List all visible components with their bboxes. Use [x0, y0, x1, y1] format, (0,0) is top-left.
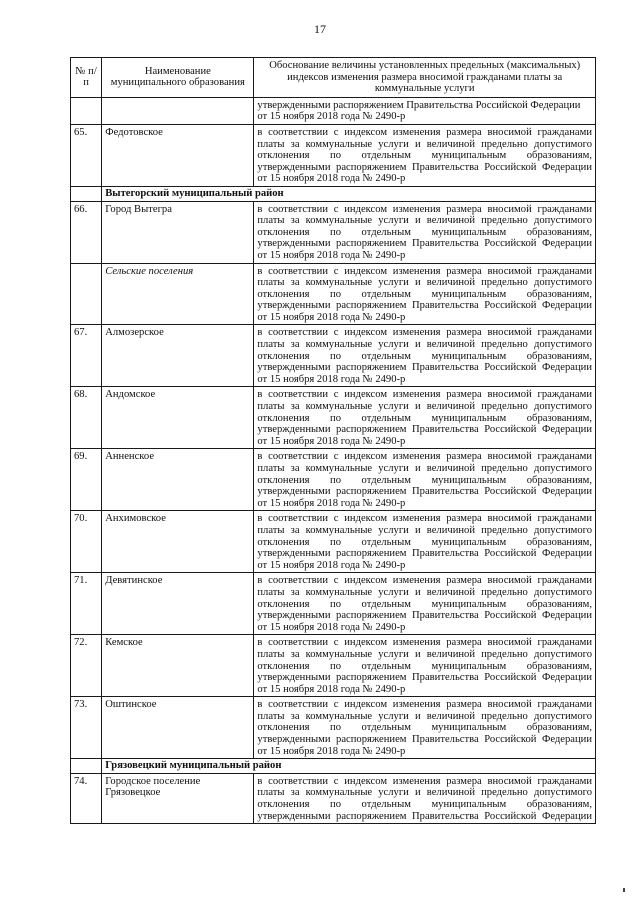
row-justification	[254, 387, 596, 449]
justification-line: платы за коммунальные услуги и величиной предельно допустимого	[257, 277, 592, 289]
justification-line: от 15 ноября 2018 года № 2490-р	[257, 497, 406, 509]
table-section-row	[71, 759, 596, 774]
justification-line: утвержденными распоряжением Правительства Российской Федерации	[257, 672, 592, 684]
justification-line: утвержденными распоряжением Правительства Российской Федерации	[257, 161, 592, 173]
justification-line: в соответствии с индексом изменения размера вносимой гражданами	[257, 389, 592, 401]
row-justification	[254, 773, 596, 823]
row-justification	[254, 697, 596, 759]
justification-line: от 15 ноября 2018 года № 2490-р	[257, 621, 406, 633]
justification-line: отклонения по отдельным муниципальным образованиям,	[257, 288, 592, 300]
table-row	[71, 697, 596, 759]
header-municipality: Наименование муниципального образования	[102, 58, 254, 98]
row-number	[71, 97, 102, 124]
table-row	[71, 325, 596, 387]
row-municipality: Анхимовское	[102, 511, 254, 573]
justification-line: утвержденными распоряжением Правительства Российской Федерации	[257, 362, 592, 374]
section-number-cell	[71, 186, 102, 201]
table-body	[71, 97, 596, 823]
justification-line: от 15 ноября 2018 года № 2490-р	[257, 559, 406, 571]
row-municipality: Девятинское	[102, 573, 254, 635]
justification-line: отклонения по отдельным муниципальным образованиям,	[257, 412, 592, 424]
justification-line: в соответствии с индексом изменения размера вносимой гражданами	[257, 775, 592, 787]
justification-line: платы за коммунальные услуги и величиной предельно допустимого	[257, 524, 592, 536]
row-number: 66.	[71, 201, 102, 263]
justification-line: утвержденными распоряжением Правительства Российской Федерации	[257, 300, 592, 312]
justification-line: отклонения по отдельным муниципальным образованиям,	[257, 150, 592, 162]
justification-line: в соответствии с индексом изменения размера вносимой гражданами	[257, 126, 592, 138]
justification-line: отклонения по отдельным муниципальным образованиям,	[257, 536, 592, 548]
row-number: 67.	[71, 325, 102, 387]
justification-line: от 15 ноября 2018 года № 2490-р	[257, 373, 406, 385]
table-row	[71, 773, 596, 823]
header-number: № п/п	[71, 58, 102, 98]
row-municipality: Анненское	[102, 449, 254, 511]
justification-line: в соответствии с индексом изменения размера вносимой гражданами	[257, 513, 592, 525]
row-number: 72.	[71, 635, 102, 697]
table-row	[71, 511, 596, 573]
row-municipality	[102, 97, 254, 124]
justification-line: платы за коммунальные услуги и величиной предельно допустимого	[257, 463, 592, 474]
justification-line: от 15 ноября 2018 года № 2490-р	[257, 111, 406, 123]
row-number: 74.	[71, 773, 102, 823]
justification-line: платы за коммунальные услуги и величиной предельно допустимого	[257, 138, 592, 150]
justification-line: утвержденными распоряжением Правительства Российской Федерации	[257, 486, 592, 498]
justification-line: в соответствии с индексом изменения размера вносимой гражданами	[257, 575, 592, 587]
justification-line: платы за коммунальные услуги и величиной предельно допустимого	[257, 339, 592, 351]
tariff-index-table	[70, 57, 596, 824]
table-row	[71, 201, 596, 263]
row-justification	[254, 635, 596, 697]
justification-line: от 15 ноября 2018 года № 2490-р	[257, 683, 406, 695]
justification-line: в соответствии с индексом изменения размера вносимой гражданами	[257, 327, 592, 339]
row-justification	[254, 201, 596, 263]
justification-line: платы за коммунальные услуги и величиной предельно допустимого	[257, 586, 592, 598]
justification-line: от 15 ноября 2018 года № 2490-р	[257, 311, 406, 323]
justification-line: отклонения по отдельным муниципальным образованиям,	[257, 474, 592, 486]
row-number: 73.	[71, 697, 102, 759]
row-number: 65.	[71, 124, 102, 186]
justification-line: отклонения по отдельным муниципальным образованиям,	[257, 598, 592, 610]
page-number: 17	[314, 22, 326, 36]
justification-line: утвержденными распоряжением Правительства Российской Федерации	[257, 99, 581, 111]
justification-line: утвержденными распоряжением Правительства Российской Федерации	[257, 424, 592, 436]
row-municipality: Федотовское	[102, 124, 254, 186]
row-justification	[254, 263, 596, 325]
justification-line: в соответствии с индексом изменения размера вносимой гражданами	[257, 699, 592, 711]
justification-line: платы за коммунальные услуги и величиной предельно допустимого	[257, 787, 592, 799]
justification-line: отклонения по отдельным муниципальным образованиям,	[257, 226, 592, 238]
row-number: 68.	[71, 387, 102, 449]
row-number: 70.	[71, 511, 102, 573]
table-header-row	[71, 58, 596, 98]
justification-line: отклонения по отдельным муниципальным образованиям,	[257, 660, 592, 672]
row-number: 69.	[71, 449, 102, 511]
justification-line: утвержденными распоряжением Правительства Российской Федерации	[257, 610, 592, 622]
row-municipality: Андомское	[102, 387, 254, 449]
justification-line: в соответствии с индексом изменения размера вносимой гражданами	[257, 265, 592, 277]
section-number-cell	[71, 759, 102, 774]
row-justification	[254, 97, 596, 124]
justification-line: отклонения по отдельным муниципальным образованиям,	[257, 799, 592, 811]
justification-line: в соответствии с индексом изменения размера вносимой гражданами	[257, 451, 592, 463]
row-municipality: Сельские поселения	[102, 263, 254, 325]
table-row	[71, 263, 596, 325]
justification-line: от 15 ноября 2018 года № 2490-р	[257, 249, 406, 261]
section-title: Вытегорский муниципальный район	[102, 186, 596, 201]
justification-line: платы за коммунальные услуги и величиной предельно допустимого	[257, 401, 592, 413]
row-municipality: Городское поселение Грязовецкое	[102, 773, 254, 823]
table-row	[71, 449, 596, 511]
justification-line: утвержденными распоряжением Правительства Российской Федерации	[257, 734, 592, 746]
row-justification	[254, 124, 596, 186]
table-row	[71, 387, 596, 449]
table-row	[71, 635, 596, 697]
header-justification: Обоснование величины установленных предельных (максимальных) индексов изменения размера вносимой гражданами платы за коммунальные услуги	[254, 58, 596, 98]
table-row	[71, 124, 596, 186]
row-number: 71.	[71, 573, 102, 635]
row-justification	[254, 511, 596, 573]
row-number	[71, 263, 102, 325]
table-section-row	[71, 186, 596, 201]
justification-line: платы за коммунальные услуги и величиной предельно допустимого	[257, 215, 592, 227]
justification-line: утвержденными распоряжением Правительства Российской Федерации	[257, 238, 592, 250]
table-row-continuation	[71, 97, 596, 124]
justification-line: отклонения по отдельным муниципальным образованиям,	[257, 722, 592, 734]
row-justification	[254, 325, 596, 387]
justification-line: от 15 ноября 2018 года № 2490-р	[257, 435, 406, 447]
justification-line: от 15 ноября 2018 года № 2490-р	[257, 173, 406, 185]
row-justification	[254, 573, 596, 635]
table-row	[71, 573, 596, 635]
justification-line: утвержденными распоряжением Правительства Российской Федерации	[257, 810, 592, 822]
justification-line: утвержденными распоряжением Правительства Российской Федерации	[257, 548, 592, 560]
justification-line: платы за коммунальные услуги и величиной предельно допустимого	[257, 648, 592, 660]
section-title: Грязовецкий муниципальный район	[102, 759, 596, 774]
row-municipality: Алмозерское	[102, 325, 254, 387]
justification-line: в соответствии с индексом изменения размера вносимой гражданами	[257, 203, 592, 215]
scan-mark	[623, 888, 625, 892]
row-municipality: Кемское	[102, 635, 254, 697]
row-municipality: Оштинское	[102, 697, 254, 759]
justification-line: от 15 ноября 2018 года № 2490-р	[257, 745, 406, 757]
justification-line: платы за коммунальные услуги и величиной предельно допустимого	[257, 710, 592, 722]
justification-line: в соответствии с индексом изменения размера вносимой гражданами	[257, 637, 592, 649]
row-justification	[254, 449, 596, 511]
justification-line: отклонения по отдельным муниципальным образованиям,	[257, 350, 592, 362]
row-municipality: Город Вытегра	[102, 201, 254, 263]
